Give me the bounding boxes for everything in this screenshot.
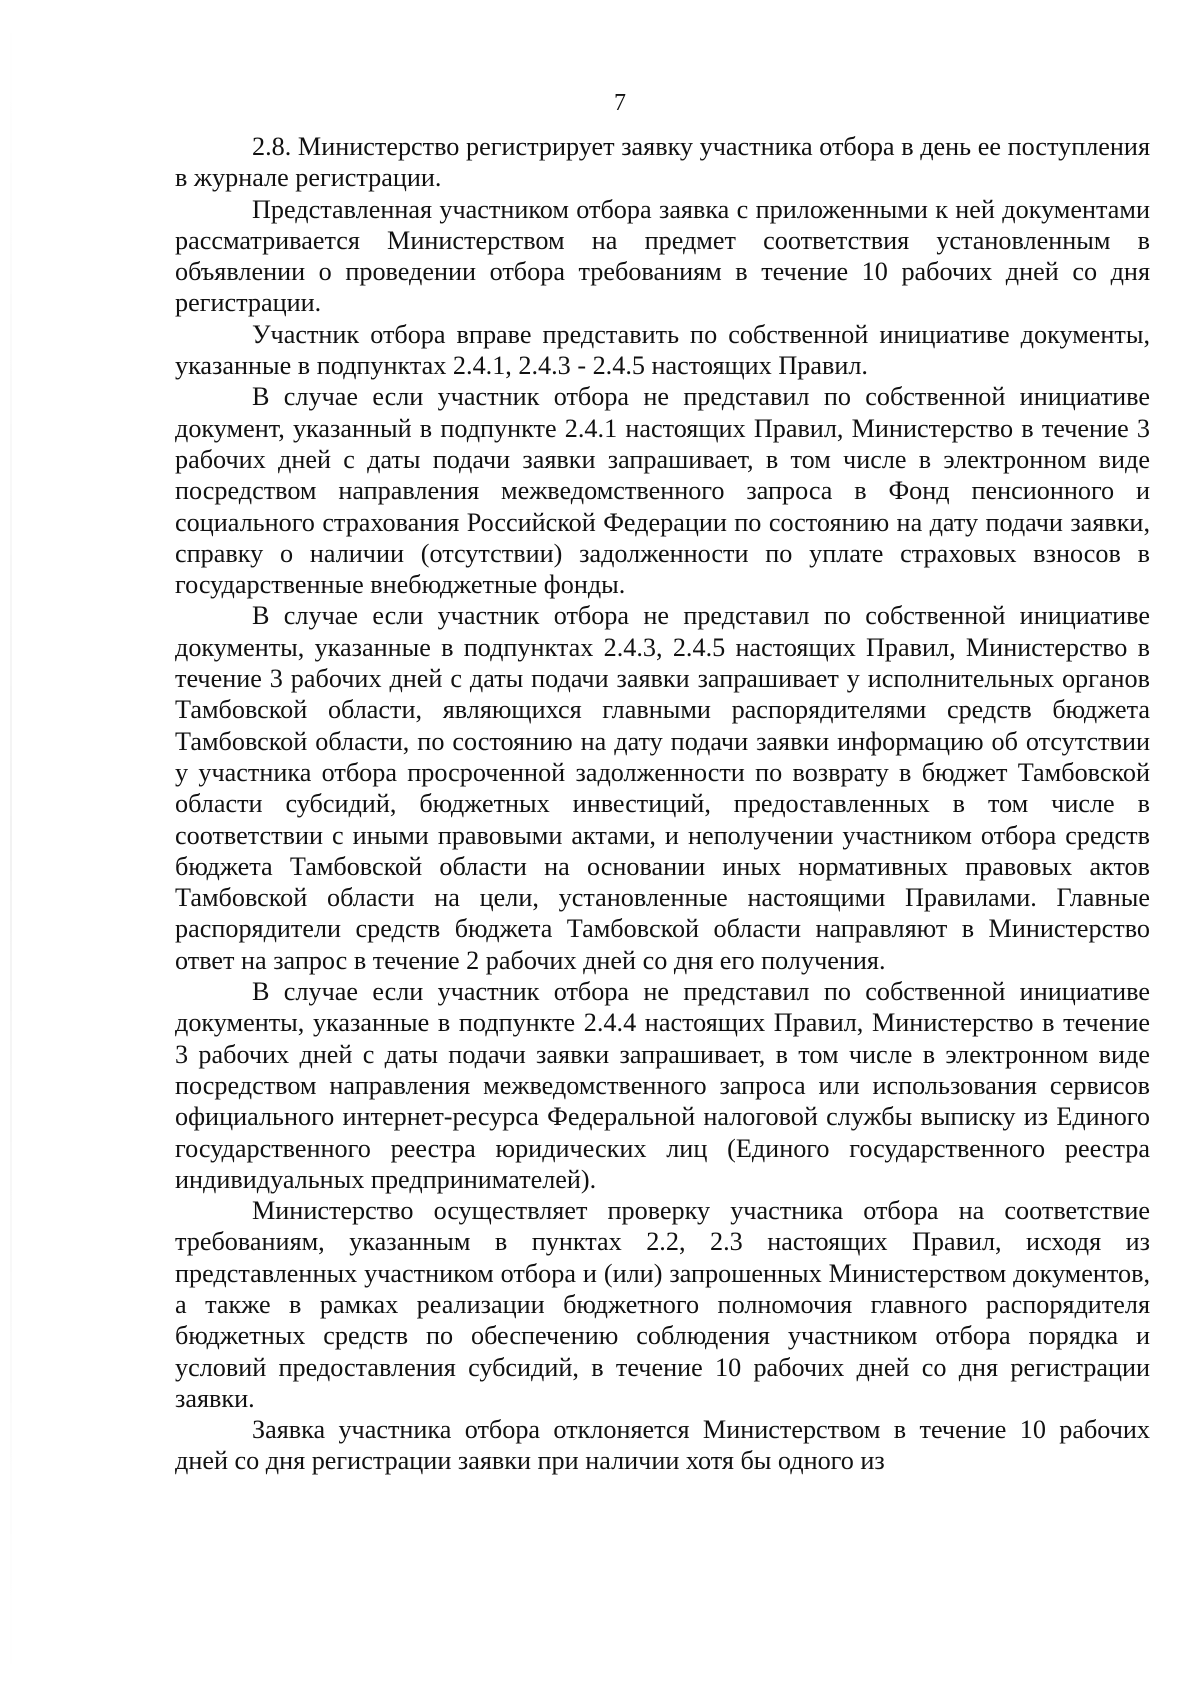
paragraph-2-8: 2.8. Министерство регистрирует заявку участника отбора в день ее поступления в журнале регистрации. <box>175 132 1150 193</box>
paragraph-review: Представленная участником отбора заявка с приложенными к ней документами рассматривается Министерством на предмет соответствия установленным в объявлении о проведении отбора требованиям в течение 10 рабочих дней со дня регистрации. <box>175 194 1150 318</box>
scan-edge-shadow <box>10 0 12 1697</box>
paragraph-request-2-4-1: В случае если участник отбора не представил по собственной инициативе документ, указанный в подпункте 2.4.1 настоящих Правил, Министерство в течение 3 рабочих дней с даты подачи заявки запрашивает, в том числе в электронном виде посредством направления межведомственного запроса в Фонд пенсионного и социального страхования Российской Федерации по состоянию на дату подачи заявки, справку о наличии (отсутствии) задолженности по уплате страховых взносов в государственные внебюджетные фонды. <box>175 382 1150 600</box>
paragraph-request-2-4-4: В случае если участник отбора не представил по собственной инициативе документы, указанные в подпункте 2.4.4 настоящих Правил, Министерство в течение 3 рабочих дней с даты подачи заявки запрашивает, в том числе в электронном виде посредством направления межведомственного запроса или использования сервисов официального интернет-ресурса Федеральной налоговой службы выписку из Единого государственного реестра юридических лиц (Единого государственного реестра индивидуальных предпринимателей). <box>175 977 1150 1194</box>
document-body <box>175 131 1150 1477</box>
paragraph-rejection: Заявка участника отбора отклоняется Министерством в течение 10 рабочих дней со дня регистрации заявки при наличии хотя бы одного из <box>175 1415 1150 1476</box>
paragraph-verification: Министерство осуществляет проверку участника отбора на соответствие требованиям, указанным в пунктах 2.2, 2.3 настоящих Правил, исходя из представленных участником отбора и (или) запрошенных Министерством документов, а также в рамках реализации бюджетного полномочия главного распорядителя бюджетных средств по обеспечению соблюдения участником отбора порядка и условий предоставления субсидий, в течение 10 рабочих дней со дня регистрации заявки. <box>175 1196 1150 1413</box>
paragraph-own-initiative: Участник отбора вправе представить по собственной инициативе документы, указанные в подпунктах 2.4.1, 2.4.3 - 2.4.5 настоящих Правил. <box>175 319 1150 381</box>
page-number: 7 <box>614 90 626 116</box>
paragraph-request-2-4-3-2-4-5: В случае если участник отбора не представил по собственной инициативе документы, указанные в подпунктах 2.4.3, 2.4.5 настоящих Правил, Министерство в течение 3 рабочих дней с даты подачи заявки запрашивает у исполнительных органов Тамбовской области, являющихся главными распорядителями средств бюджета Тамбовской области, по состоянию на дату подачи заявки информацию об отсутствии у участника отбора просроченной задолженности по возврату в бюджет Тамбовской области субсидий, бюджетных инвестиций, предоставленных в том числе в соответствии с иными правовыми актами, и неполучении участником отбора средств бюджета Тамбовской области на основании иных нормативных правовых актов Тамбовской области на цели, установленные настоящими Правилами. Главные распорядители средств бюджета Тамбовской области направляют в Министерство ответ на запрос в течение 2 рабочих дней со дня его получения. <box>175 601 1150 975</box>
